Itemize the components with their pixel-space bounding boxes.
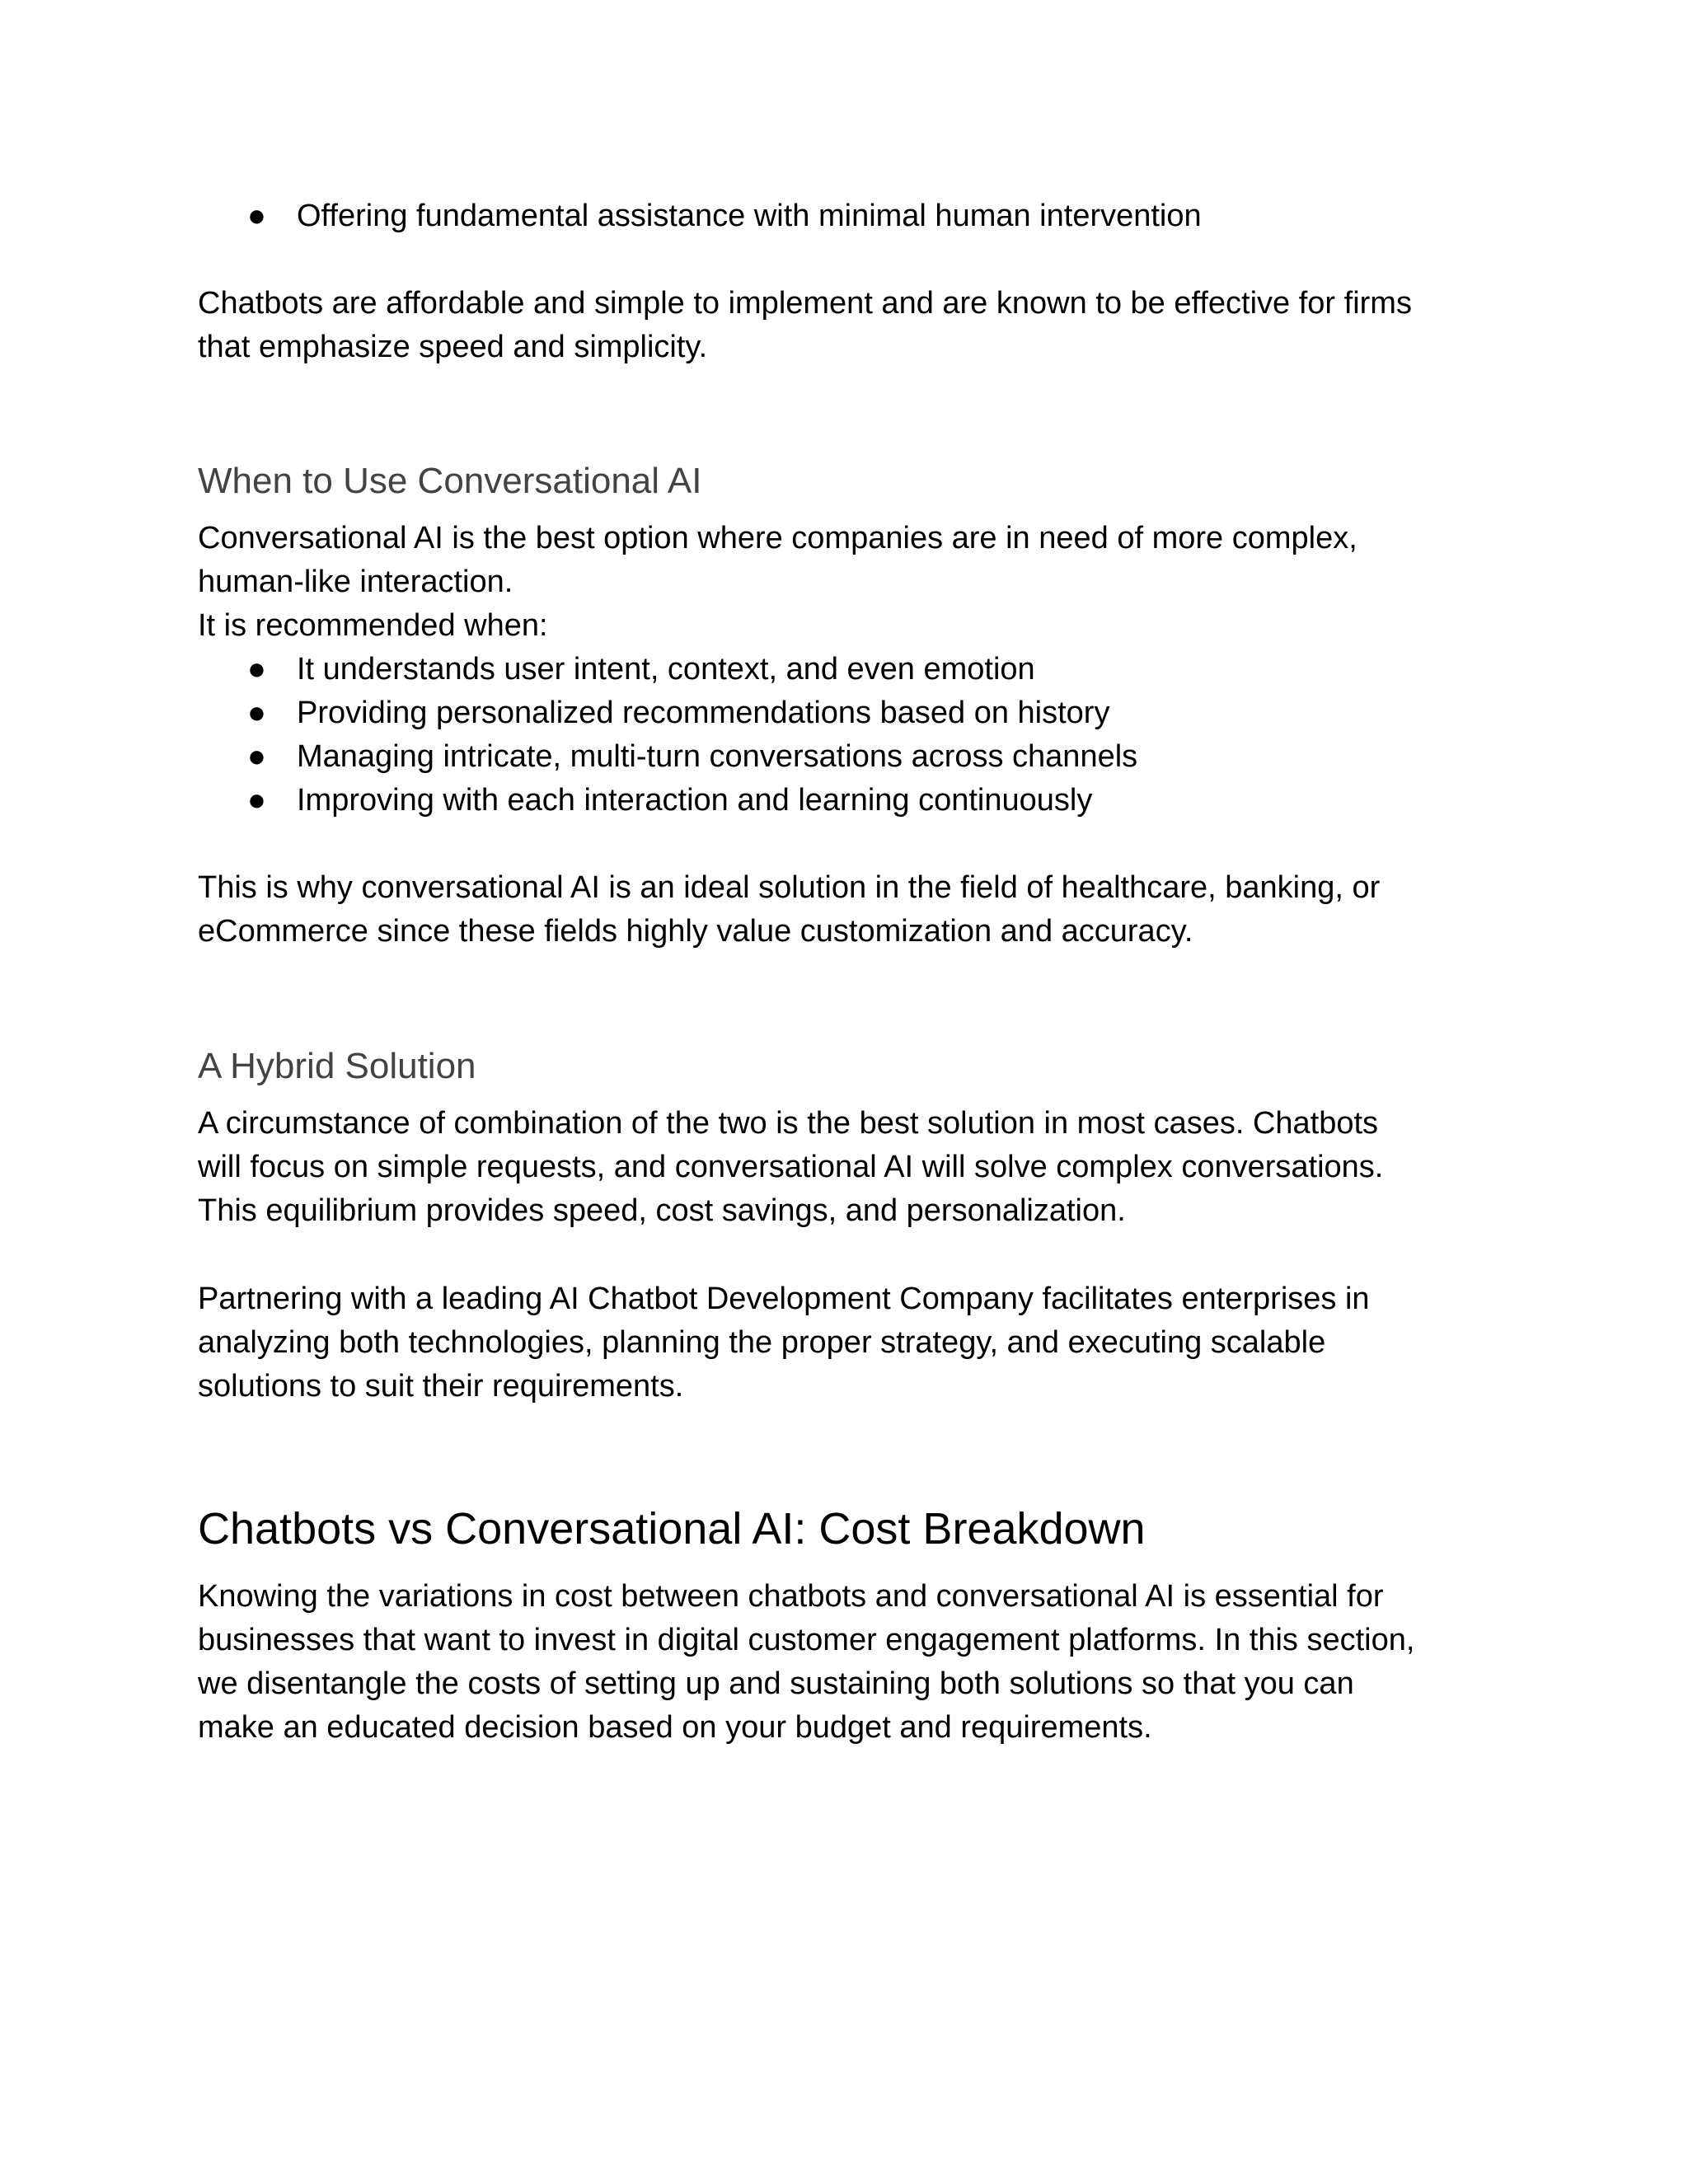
list-item (247, 194, 1566, 238)
bullet-icon: ● (247, 739, 266, 774)
list-item-text: Managing intricate, multi-turn conversations across channels (297, 739, 1138, 774)
paragraph-line: Partnering with a leading AI Chatbot Development Company facilitates enterprises in (198, 1282, 1370, 1316)
list-item (247, 691, 1566, 735)
paragraph-line: businesses that want to invest in digital customer engagement platforms. In this section, (198, 1623, 1415, 1657)
paragraph-line: analyzing both technologies, planning the proper strategy, and executing scalable (198, 1325, 1326, 1360)
paragraph-line: A circumstance of combination of the two is the best solution in most cases. Chatbots (198, 1106, 1379, 1141)
paragraph-line: will focus on simple requests, and conversational AI will solve complex conversations. (198, 1150, 1384, 1184)
top-bullet-list (198, 194, 1566, 238)
paragraph-line: Knowing the variations in cost between chatbots and conversational AI is essential for (198, 1579, 1384, 1614)
paragraph-line: eCommerce since these fields highly value customization and accuracy. (198, 914, 1193, 949)
list-item (247, 779, 1566, 823)
bullet-icon: ● (247, 783, 266, 818)
paragraph-line: human-like interaction. (198, 565, 513, 599)
hybrid-paragraph-1 (198, 1102, 1517, 1233)
paragraph-line: It is recommended when: (198, 608, 548, 643)
paragraph-line: make an educated decision based on your budget and requirements. (198, 1710, 1152, 1745)
paragraph-line: Chatbots are affordable and simple to implement and are known to be effective for firms (198, 286, 1412, 321)
paragraph-line: Conversational AI is the best option where companies are in need of more complex, (198, 521, 1357, 555)
cost-paragraph (198, 1575, 1517, 1750)
bullet-icon: ● (247, 652, 266, 687)
list-item (247, 735, 1566, 779)
list-item-text: Improving with each interaction and learning continuously (297, 783, 1093, 818)
conversational-summary-paragraph (198, 866, 1517, 954)
conversational-intro-paragraph (198, 517, 1517, 648)
list-item-text: Offering fundamental assistance with minimal human intervention (297, 199, 1202, 233)
bullet-icon: ● (247, 696, 266, 730)
paragraph-line: This equilibrium provides speed, cost savings, and personalization. (198, 1193, 1126, 1228)
chatbots-summary-paragraph (198, 282, 1517, 369)
bullet-icon: ● (247, 199, 266, 233)
list-item (247, 648, 1566, 691)
paragraph-line: solutions to suit their requirements. (198, 1369, 684, 1404)
list-item-text: It understands user intent, context, and even emotion (297, 652, 1035, 687)
section-heading-cost: Chatbots vs Conversational AI: Cost Breakdown (198, 1504, 1146, 1554)
conversational-bullet-list (198, 648, 1566, 823)
section-heading-conversational: When to Use Conversational AI (198, 461, 702, 501)
list-item-text: Providing personalized recommendations based on history (297, 696, 1110, 730)
paragraph-line: This is why conversational AI is an ideal solution in the field of healthcare, banking, or (198, 870, 1381, 905)
hybrid-paragraph-2 (198, 1277, 1517, 1408)
paragraph-line: we disentangle the costs of setting up and sustaining both solutions so that you can (198, 1666, 1354, 1701)
paragraph-line: that emphasize speed and simplicity. (198, 330, 708, 364)
section-heading-hybrid: A Hybrid Solution (198, 1046, 476, 1086)
